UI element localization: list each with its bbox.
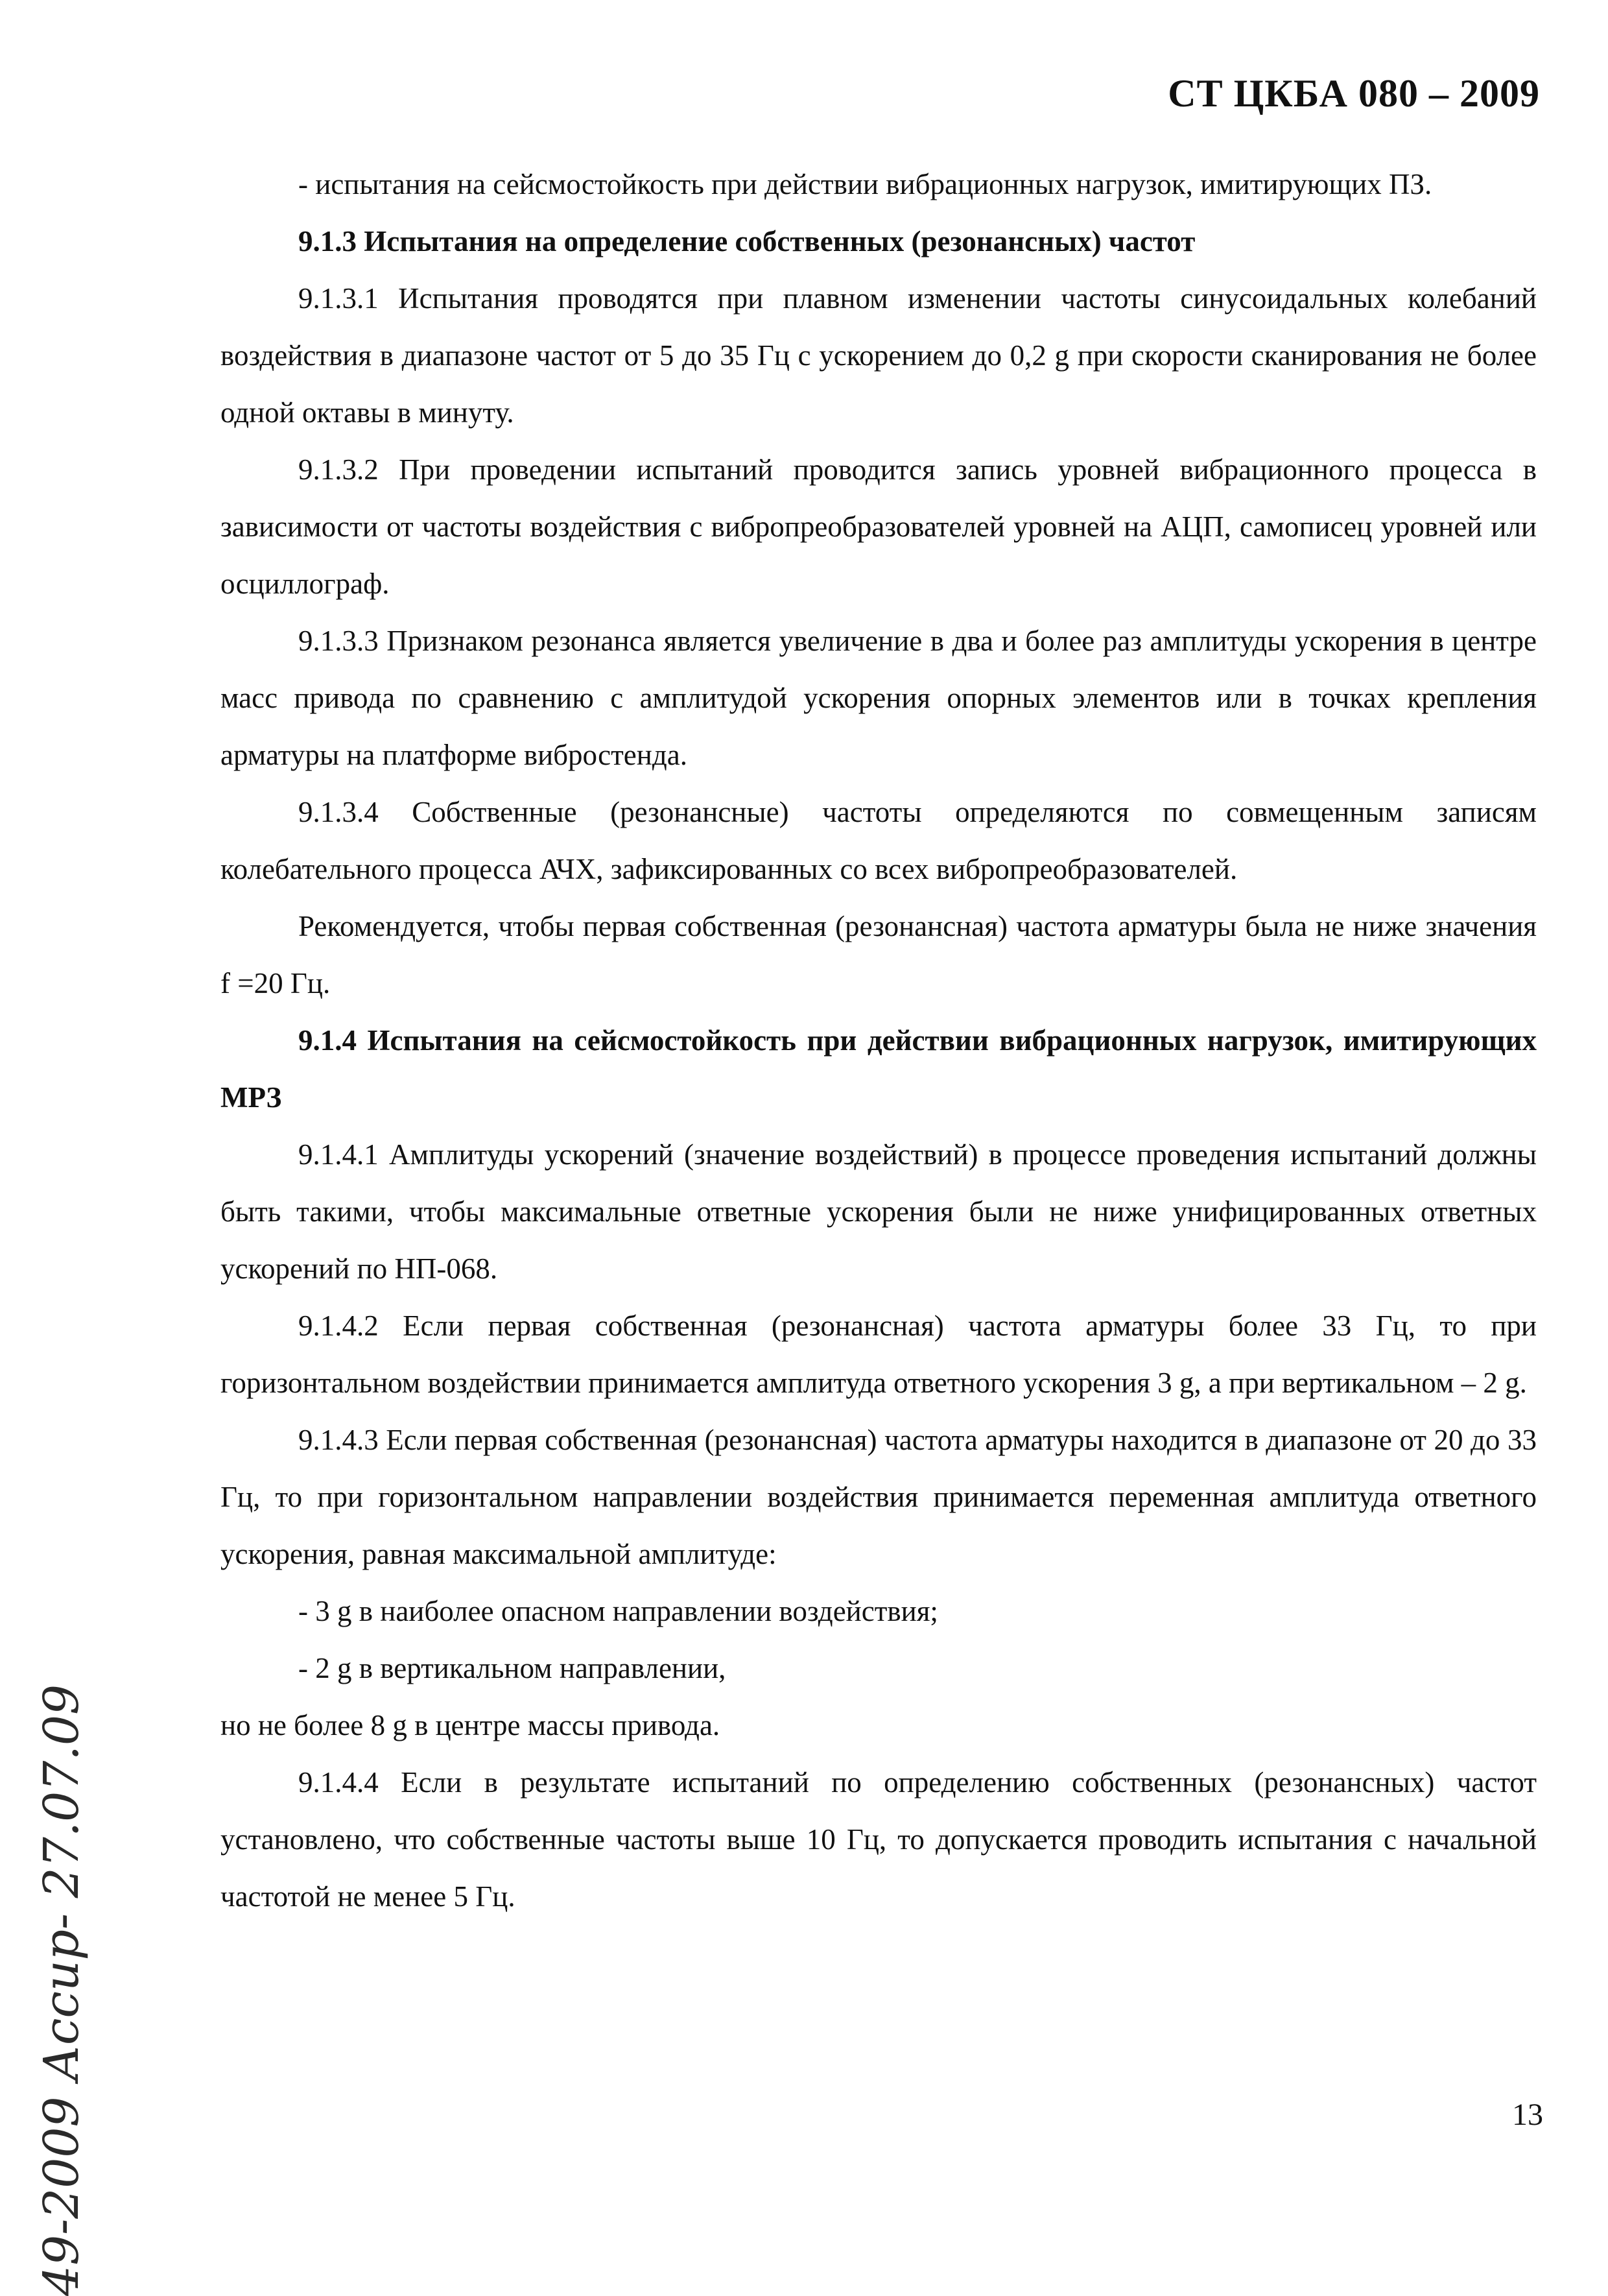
list-item: - 3 g в наиболее опасном направлении воздействия; (298, 1595, 938, 1627)
paragraph: 9.1.3.2 При проведении испытаний проводится запись уровней вибрационного процесса в зависимости от частоты воздействия с вибропреобразователей уровней на АЦП, самописец уровней или осциллограф. (220, 453, 1537, 600)
body-text (220, 156, 1537, 1925)
paragraph: 9.1.3.3 Признаком резонанса является увеличение в два и более раз амплитуды ускорения в центре масс привода по сравнению с амплитудой ускорения опорных элементов или в точках крепления арматуры на платформе вибростенда. (220, 625, 1537, 771)
paragraph: Рекомендуется, чтобы первая собственная (резонансная) частота арматуры была не ниже значения f =20 Гц. (220, 910, 1537, 999)
page-number: 13 (1512, 2098, 1543, 2132)
paragraph: 9.1.4.2 Если первая собственная (резонансная) частота арматуры более 33 Гц, то при горизонтальном воздействии принимается амплитуда ответного ускорения 3 g, а при вертикальном – 2 g. (220, 1309, 1537, 1399)
document-code: СТ ЦКБА 080 – 2009 (1168, 72, 1540, 115)
handwritten-margin-note: 49-2009 Ассир- 27.07.09 (34, 1684, 89, 2296)
paragraph: 9.1.4.1 Амплитуды ускорений (значение воздействий) в процессе проведения испытаний должны быть такими, чтобы максимальные ответные ускорения были не ниже унифицированных ответных ускорений по НП-068. (220, 1138, 1537, 1285)
list-item: - 2 g в вертикальном направлении, (298, 1652, 726, 1684)
paragraph: 9.1.4.3 Если первая собственная (резонансная) частота арматуры находится в диапазоне от 20 до 33 Гц, то при горизонтальном направлении воздействия принимается переменная амплитуда ответного ускорения, равная максимальной амплитуде: (220, 1424, 1537, 1570)
section-heading: 9.1.3 Испытания на определение собственных (резонансных) частот (298, 225, 1196, 257)
paragraph: 9.1.4.4 Если в результате испытаний по определению собственных (резонансных) частот установлено, что собственные частоты выше 10 Гц, то допускается проводить испытания с начальной частотой не менее 5 Гц. (220, 1766, 1537, 1913)
paragraph: 9.1.3.4 Собственные (резонансные) частоты определяются по совмещенным записям колебательного процесса АЧХ, зафиксированных со всех вибропреобразователей. (220, 796, 1537, 885)
section-heading: 9.1.4 Испытания на сейсмостойкость при действии вибрационных нагрузок, имитирующих МРЗ (220, 1024, 1537, 1114)
paragraph: 9.1.3.1 Испытания проводятся при плавном изменении частоты синусоидальных колебаний воздействия в диапазоне частот от 5 до 35 Гц с ускорением до 0,2 g при скорости сканирования не более одной октавы в минуту. (220, 282, 1537, 429)
paragraph: - испытания на сейсмостойкость при действии вибрационных нагрузок, имитирующих ПЗ. (298, 168, 1432, 200)
paragraph: но не более 8 g в центре массы привода. (220, 1709, 720, 1741)
